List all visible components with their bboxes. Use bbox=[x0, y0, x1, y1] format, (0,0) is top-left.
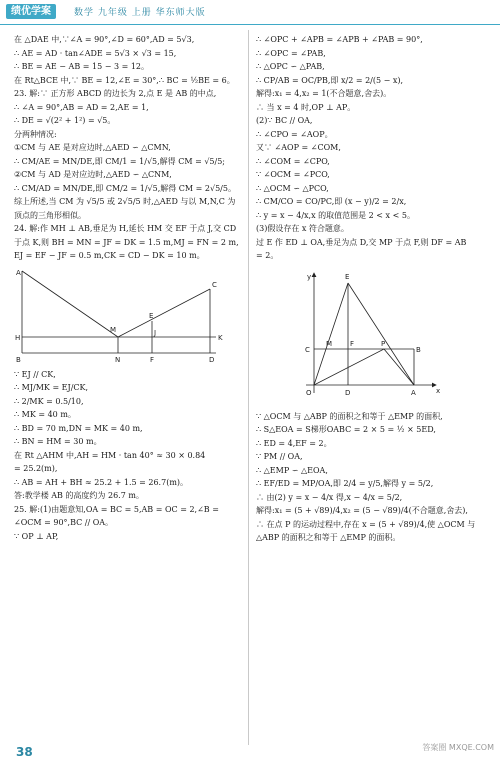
text-line: = 25.2(m), bbox=[14, 464, 58, 473]
text-line: 于点 K,则 BH = MN = JF = DK = 1.5 m,MJ = FN = 2 m, bbox=[14, 237, 239, 247]
right-column bbox=[256, 34, 488, 546]
text-line: ∵ OP ⊥ AP, bbox=[14, 531, 59, 541]
figure-coordinate-diagram bbox=[296, 265, 446, 405]
text-line: ∴ ED = 4,EF = 2。 bbox=[256, 438, 332, 448]
fig2-label-y: y bbox=[307, 272, 312, 281]
figure-building-measurement bbox=[14, 265, 240, 365]
text-line: ∴ y = x − 4/x,x 的取值范围是 2 < x < 5。 bbox=[256, 210, 415, 220]
text-line: ∴ 2/MK = 0.5/10, bbox=[14, 396, 84, 406]
text-line: (3)假设存在 x 符合题意。 bbox=[256, 224, 349, 233]
text-line: 答:教学楼 AB 的高度约为 26.7 m。 bbox=[14, 491, 144, 500]
fig2-label-A: A bbox=[411, 388, 416, 397]
text-line: △ABP 的面积之和等于 △EMP 的面积。 bbox=[256, 533, 401, 542]
text-line: ∴ ∠OPC = ∠PAB, bbox=[256, 48, 326, 58]
text-line: ∴ ∠COM = ∠CPO, bbox=[256, 156, 330, 166]
text-line: ∵ PM // OA, bbox=[256, 452, 303, 461]
left-column bbox=[14, 34, 240, 544]
text-line: = 2。 bbox=[256, 251, 279, 260]
text-line: ∴ 由(2) y = x − 4/x 得,x − 4/x = 5/2, bbox=[256, 492, 403, 502]
text-line: ∴ BE = AE − AB = 15 − 3 = 12。 bbox=[14, 62, 150, 71]
fig1-label-H: H bbox=[15, 333, 21, 342]
text-line: ∴ 当 x = 4 时,OP ⊥ AP。 bbox=[256, 102, 356, 112]
text-line: ∠OCM = 90°,BC // OA。 bbox=[14, 518, 114, 527]
text-line: 在 △DAE 中,∵∠A = 90°,∠D = 60°,AD = 5√3, bbox=[14, 35, 195, 44]
text-line: 解得:x₁ = 4,x₂ = 1(不合题意,舍去)。 bbox=[256, 89, 392, 98]
text-line: ∴ ∠A = 90°,AB = AD = 2,AE = 1, bbox=[14, 102, 149, 112]
text-line: ∵ △OCM 与 △ABP 的面积之和等于 △EMP 的面积, bbox=[256, 411, 443, 421]
text-line: ∴ MK = 40 m。 bbox=[14, 410, 76, 419]
text-line: ∴ MJ/MK = EJ/CK, bbox=[14, 383, 89, 392]
text-line: ∴ CP/AB = OC/PB,即 x/2 = 2/(5 − x), bbox=[256, 75, 404, 85]
text-line: ∴ CM/CO = CO/PC,即 (x − y)/2 = 2/x, bbox=[256, 197, 407, 206]
text-line: ②CM 与 AD 是对应边时,△AED ∽ △CNM, bbox=[14, 170, 172, 179]
fig1-label-J: J bbox=[154, 328, 157, 337]
text-line: ∴ BD = 70 m,DN = MK = 40 m, bbox=[14, 423, 143, 433]
text-line: 顶点的三角形相似。 bbox=[14, 210, 86, 220]
right-column-text-b bbox=[256, 411, 488, 545]
text-line: ∴ △OCM ∽ △PCO, bbox=[256, 183, 329, 193]
text-line: 在 Rt△BCE 中,∵ BE = 12,∠E = 30°,∴ BC = ½BE = 6。 bbox=[14, 75, 235, 85]
text-line: ∴ ∠OPC + ∠APB = ∠APB + ∠PAB = 90°, bbox=[256, 35, 423, 44]
text-line: ∴ BN = HM = 30 m。 bbox=[14, 437, 102, 446]
fig2-label-x: x bbox=[436, 386, 441, 395]
text-line: ∴ S△EOA = S梯形OABC = 2 × 5 = ½ × 5ED, bbox=[256, 425, 436, 434]
text-line: ∴ ∠CPO = ∠AOP。 bbox=[256, 129, 333, 139]
left-column-text-b bbox=[14, 369, 240, 544]
brand-label: 绩优学案 bbox=[6, 4, 56, 19]
text-line: 分两种情况: bbox=[14, 129, 57, 139]
text-line: ∴ DE = √(2² + 1²) = √5。 bbox=[14, 116, 116, 125]
text-line: 综上所述,当 CM 为 √5/5 或 2√5/5 时,△AED 与以 M,N,C 为 bbox=[14, 197, 236, 206]
fig2-label-O: O bbox=[306, 388, 312, 397]
left-column-text-a bbox=[14, 34, 240, 263]
text-line: ①CM 与 AE 是对应边时,△AED ∽ △CMN, bbox=[14, 143, 171, 152]
page-number: 38 bbox=[16, 745, 33, 759]
text-line: 解得:x₁ = (5 + √89)/4,x₂ = (5 − √89)/4(不合题意,舍去), bbox=[256, 506, 468, 515]
fig1-label-A: A bbox=[16, 268, 21, 277]
fig2-label-E: E bbox=[345, 272, 350, 281]
text-line: 23. 解:∵ 正方形 ABCD 的边长为 2,点 E 是 AB 的中点, bbox=[14, 89, 217, 98]
header-book-info: 数学 九年级 上册 华东师大版 bbox=[74, 8, 206, 18]
text-line: 24. 解:作 MH ⊥ AB,垂足为 H,延长 HM 交 EF 于点 J,交 CD bbox=[14, 224, 237, 233]
fig1-label-B: B bbox=[16, 355, 21, 364]
text-line: 在 Rt △AHM 中,AH = HM · tan 40° ≈ 30 × 0.84 bbox=[14, 450, 206, 460]
fig1-label-M: M bbox=[110, 325, 117, 334]
text-line: ∴ AE = AD · tan∠ADE = 5√3 × √3 = 15, bbox=[14, 48, 177, 58]
fig1-label-N: N bbox=[115, 355, 121, 364]
fig1-label-C: C bbox=[212, 280, 217, 289]
fig1-label-E: E bbox=[149, 311, 154, 320]
fig2-label-P: P bbox=[381, 339, 386, 348]
text-line: ∴ EF/ED = MP/OA,即 2/4 = y/5,解得 y = 5/2, bbox=[256, 479, 434, 488]
page-header bbox=[0, 0, 500, 25]
text-line: 过 E 作 ED ⊥ OA,垂足为点 D,交 MP 于点 F,则 DF = AB bbox=[256, 237, 467, 247]
fig1-label-F: F bbox=[150, 355, 155, 364]
fig2-label-C: C bbox=[305, 345, 310, 354]
text-line: ∴ △EMP ∽ △EOA, bbox=[256, 465, 328, 475]
watermark: 答案圈 MXQE.COM bbox=[422, 743, 494, 752]
text-line: ∴ CM/AE = MN/DE,即 CM/1 = 1/√5,解得 CM = √5/5; bbox=[14, 156, 225, 166]
text-line: EJ = EF − JF = 0.5 m,CK = CD − DK = 10 m。 bbox=[14, 251, 205, 260]
right-column-text-a bbox=[256, 34, 488, 263]
fig2-label-B: B bbox=[416, 345, 421, 354]
text-line: ∴ CM/AD = MN/DE,即 CM/2 = 1/√5,解得 CM = 2√5/5。 bbox=[14, 183, 236, 193]
fig1-label-D: D bbox=[209, 355, 215, 364]
text-line: 25. 解:(1)由题意知,OA = BC = 5,AB = OC = 2,∠B = bbox=[14, 504, 219, 514]
column-divider bbox=[248, 30, 249, 745]
fig1-label-K: K bbox=[218, 333, 223, 342]
fig2-label-F: F bbox=[350, 339, 355, 348]
text-line: ∵ EJ // CK, bbox=[14, 369, 56, 379]
text-line: ∴ 在点 P 的运动过程中,存在 x = (5 + √89)/4,使 △OCM 与 bbox=[256, 519, 476, 529]
text-line: (2)∵ BC // OA, bbox=[256, 116, 313, 125]
text-line: ∵ ∠OCM = ∠PCO, bbox=[256, 170, 330, 179]
fig2-label-M: M bbox=[326, 339, 333, 348]
text-line: ∴ AB = AH + BH ≈ 25.2 + 1.5 = 26.7(m)。 bbox=[14, 477, 189, 487]
text-line: ∴ △OPC ∽ △PAB, bbox=[256, 62, 325, 71]
text-line: 又∵ ∠AOP = ∠COM, bbox=[256, 143, 341, 152]
fig2-label-D: D bbox=[345, 388, 351, 397]
